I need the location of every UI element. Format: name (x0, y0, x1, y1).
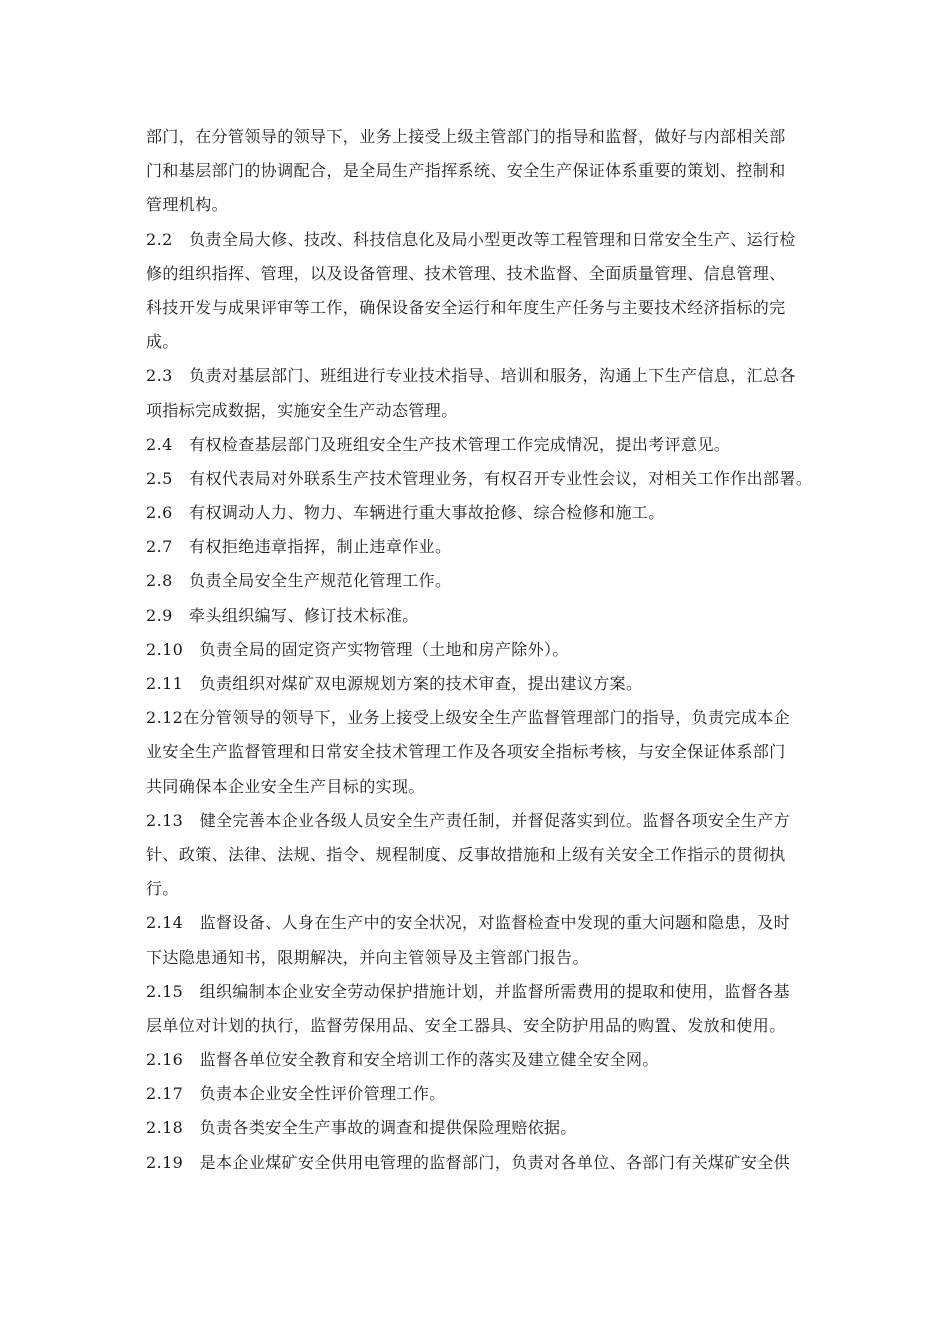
text-line: 科技开发与成果评审等工作，确保设备安全运行和年度生产任务与主要技术经济指标的完 (146, 297, 786, 317)
text-line: 2.13 健全完善本企业各级人员安全生产责任制，并督促落实到位。监督各项安全生产方 (146, 810, 791, 830)
text-line: 下达隐患通知书，限期解决，并向主管领导及主管部门报告。 (146, 947, 589, 967)
text-line: 管理机构。 (146, 195, 229, 215)
text-line: 2.16 监督各单位安全教育和安全培训工作的落实及建立健全安全网。 (146, 1050, 659, 1070)
text-line: 2.18 负责各类安全生产事故的调查和提供保险理赔依据。 (146, 1118, 577, 1138)
text-line: 2.7 有权拒绝违章指挥，制止违章作业。 (146, 537, 452, 557)
text-line: 2.15 组织编制本企业安全劳动保护措施计划，并监督所需费用的提取和使用，监督各基 (146, 981, 791, 1001)
text-line: 门和基层部门的协调配合，是全局生产指挥系统、安全生产保证体系重要的策划、控制和 (146, 161, 786, 181)
text-line: 2.12在分管领导的领导下，业务上接受上级安全生产监督管理部门的指导，负责完成本企 (146, 708, 791, 728)
text-line: 2.19 是本企业煤矿安全供用电管理的监督部门，负责对各单位、各部门有关煤矿安全供 (146, 1152, 791, 1172)
text-line: 2.9 牵头组织编写、修订技术标准。 (146, 605, 419, 625)
text-line: 2.17 负责本企业安全性评价管理工作。 (146, 1084, 446, 1104)
text-line: 层单位对计划的执行，监督劳保用品、安全工器具、安全防护用品的购置、发放和使用。 (146, 1015, 786, 1035)
text-line: 2.3 负责对基层部门、班组进行专业技术指导、培训和服务，沟通上下生产信息，汇总各 (146, 366, 796, 386)
document-body (146, 120, 826, 1180)
text-line: 2.6 有权调动人力、物力、车辆进行重大事故抢修、综合检修和施工。 (146, 503, 665, 523)
text-line: 2.8 负责全局安全生产规范化管理工作。 (146, 571, 452, 591)
text-line: 2.5 有权代表局对外联系生产技术管理业务，有权召开专业性会议，对相关工作作出部署。 (146, 468, 813, 488)
text-line: 业安全生产监督管理和日常安全技术管理工作及各项安全指标考核，与安全保证体系部门 (146, 742, 786, 762)
text-line: 共同确保本企业安全生产目标的实现。 (146, 776, 425, 796)
text-line: 项指标完成数据，实施安全生产动态管理。 (146, 400, 458, 420)
text-line: 针、政策、法律、法规、指令、规程制度、反事故措施和上级有关安全工作指示的贯彻执 (146, 844, 786, 864)
text-line: 2.2 负责全局大修、技改、科技信息化及局小型更改等工程管理和日常安全生产、运行检 (146, 229, 796, 249)
text-line: 2.14 监督设备、人身在生产中的安全状况，对监督检查中发现的重大问题和隐患，及时 (146, 913, 791, 933)
text-line: 修的组织指挥、管理，以及设备管理、技术管理、技术监督、全面质量管理、信息管理、 (146, 263, 786, 283)
text-line: 行。 (146, 879, 179, 899)
text-line: 2.10 负责全局的固定资产实物管理（土地和房产除外）。 (146, 639, 569, 659)
text-line: 2.4 有权检查基层部门及班组安全生产技术管理工作完成情况，提出考评意见。 (146, 434, 731, 454)
text-line: 部门，在分管领导的领导下，业务上接受上级主管部门的指导和监督，做好与内部相关部 (146, 127, 786, 146)
text-line: 成。 (146, 332, 179, 352)
text-line: 2.11 负责组织对煤矿双电源规划方案的技术审查，提出建议方案。 (146, 674, 643, 693)
